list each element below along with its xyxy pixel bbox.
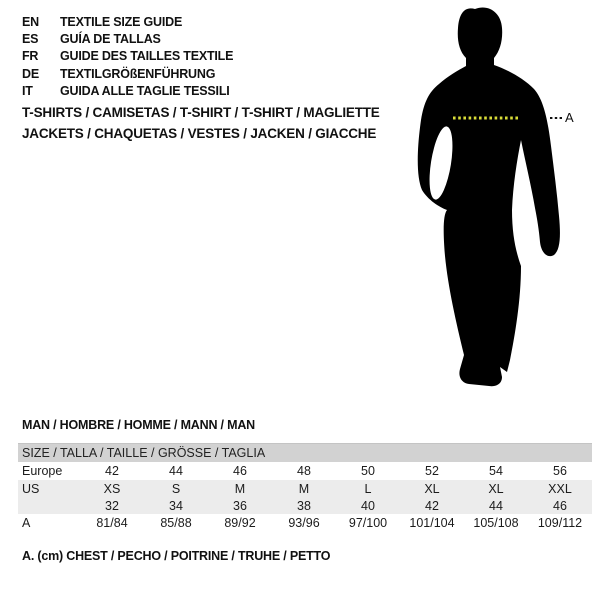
size-cell: 42	[400, 497, 464, 514]
size-cell: 50	[336, 462, 400, 480]
size-cell: 89/92	[208, 514, 272, 532]
row-label: Europe	[18, 462, 80, 480]
size-table	[18, 443, 592, 532]
table-row-europe	[18, 462, 592, 480]
garment-line-jackets: JACKETS / CHAQUETAS / VESTES / JACKEN / GIACCHE	[22, 126, 377, 141]
language-code: DE	[22, 66, 39, 81]
size-cell: 40	[336, 497, 400, 514]
size-cell: 54	[464, 462, 528, 480]
language-code: ES	[22, 32, 39, 47]
size-cell: XL	[400, 480, 464, 497]
table-row-chest-cm	[18, 514, 592, 532]
size-cell: 42	[80, 462, 144, 480]
size-cell: 101/104	[400, 514, 464, 532]
size-cell: 32	[80, 497, 144, 514]
language-code: FR	[22, 49, 39, 64]
language-list	[22, 13, 233, 100]
size-cell: XL	[464, 480, 528, 497]
size-cell: 109/112	[528, 514, 592, 532]
language-row	[22, 30, 233, 47]
language-row	[22, 65, 233, 82]
measurement-footnote: A. (cm) CHEST / PECHO / POITRINE / TRUHE / PETTO	[22, 549, 331, 563]
size-cell: 46	[208, 462, 272, 480]
language-row	[22, 48, 233, 65]
row-label: A	[18, 514, 80, 532]
size-cell: M	[272, 480, 336, 497]
size-cell: 44	[464, 497, 528, 514]
row-label	[18, 497, 80, 514]
size-cell: XXL	[528, 480, 592, 497]
size-cell: M	[208, 480, 272, 497]
language-row	[22, 13, 233, 30]
size-cell: 36	[208, 497, 272, 514]
language-title: TEXTILE SIZE GUIDE	[60, 14, 183, 29]
language-code: IT	[22, 84, 33, 99]
size-cell: 93/96	[272, 514, 336, 532]
size-cell: XS	[80, 480, 144, 497]
size-cell: 52	[400, 462, 464, 480]
size-table-header-row	[18, 444, 592, 463]
size-cell: 48	[272, 462, 336, 480]
garment-categories	[22, 102, 380, 144]
table-row-us	[18, 480, 592, 497]
section-title-man: MAN / HOMBRE / HOMME / MANN / MAN	[22, 418, 255, 432]
table-row-numeric	[18, 497, 592, 514]
size-cell: 46	[528, 497, 592, 514]
size-cell: 44	[144, 462, 208, 480]
size-cell: 81/84	[80, 514, 144, 532]
man-silhouette	[395, 0, 600, 410]
man-silhouette-svg	[395, 0, 600, 410]
measure-label-a: A	[565, 110, 574, 125]
size-cell: 85/88	[144, 514, 208, 532]
language-code: EN	[22, 14, 39, 29]
garment-line-tshirts: T-SHIRTS / CAMISETAS / T-SHIRT / T-SHIRT / MAGLIETTE	[22, 105, 380, 120]
size-cell: 97/100	[336, 514, 400, 532]
size-cell: 56	[528, 462, 592, 480]
size-cell: 38	[272, 497, 336, 514]
size-cell: L	[336, 480, 400, 497]
language-row	[22, 83, 233, 100]
language-title: GUÍA DE TALLAS	[60, 32, 161, 47]
size-cell: 105/108	[464, 514, 528, 532]
row-label: US	[18, 480, 80, 497]
language-title: GUIDE DES TAILLES TEXTILE	[60, 49, 234, 64]
language-title: GUIDA ALLE TAGLIE TESSILI	[60, 84, 230, 99]
size-table-header: SIZE / TALLA / TAILLE / GRÖSSE / TAGLIA	[18, 444, 592, 463]
language-title: TEXTILGRÖßENFÜHRUNG	[60, 66, 216, 81]
size-cell: S	[144, 480, 208, 497]
size-cell: 34	[144, 497, 208, 514]
